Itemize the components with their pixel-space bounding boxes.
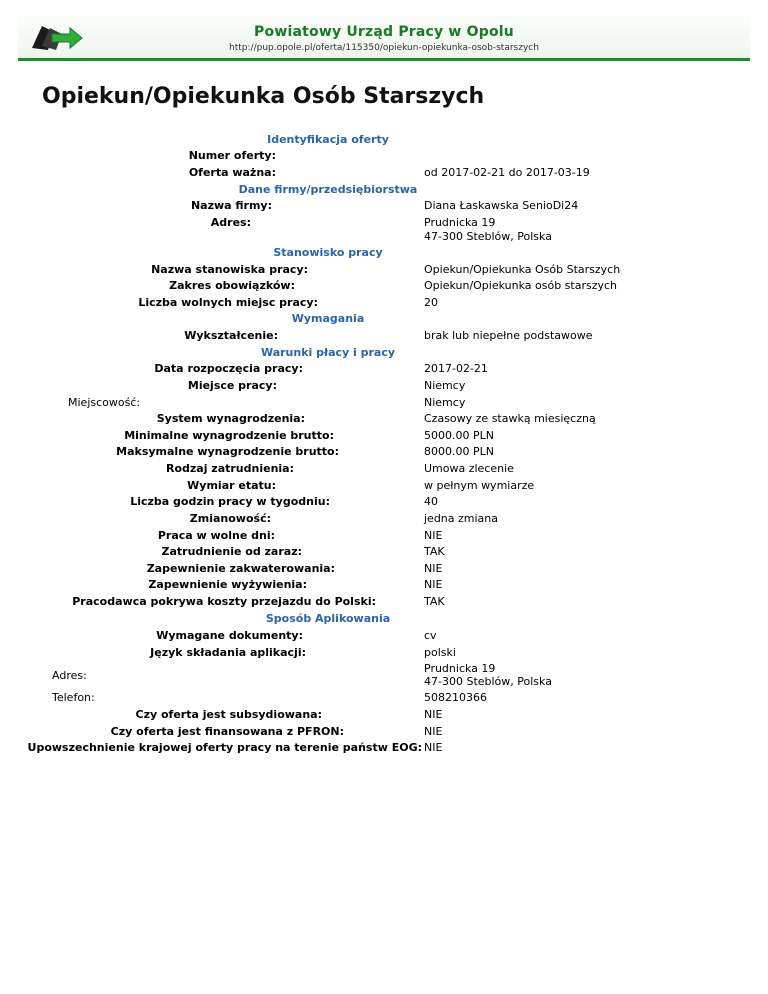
- value-koszty-przejazdu: TAK: [424, 595, 445, 608]
- value-nazwa-firmy: Diana Łaskawska SenioDi24: [424, 199, 579, 212]
- value-oferta-wazna: od 2017-02-21 do 2017-03-19: [424, 166, 590, 179]
- value-zakwaterowanie: NIE: [424, 562, 443, 575]
- label-wyksztalcenie: Wykształcenie:: [184, 329, 278, 342]
- value-zmianowosc: jedna zmiana: [424, 512, 499, 525]
- value-rodzaj-zatrudnienia: Umowa zlecenie: [424, 462, 514, 475]
- site-url[interactable]: http://pup.opole.pl/oferta/115350/opiekun-opiekunka-osob-starszych: [229, 43, 539, 53]
- label-liczba-miejsc: Liczba wolnych miejsc pracy:: [138, 296, 318, 309]
- value-data-rozpoczecia: 2017-02-21: [424, 362, 488, 375]
- site-header: [18, 16, 750, 61]
- label-min-wynagrodzenie: Minimalne wynagrodzenie brutto:: [124, 429, 334, 442]
- value-wyksztalcenie: brak lub niepełne podstawowe: [424, 329, 593, 342]
- label-zatrudnienie-od-zaraz: Zatrudnienie od zaraz:: [161, 545, 302, 558]
- label-numer-oferty: Numer oferty:: [188, 149, 276, 162]
- section-aplikowanie: Sposób Aplikowania: [265, 612, 391, 625]
- label-oferta-wazna: Oferta ważna:: [188, 166, 276, 179]
- label-nazwa-stanowiska: Nazwa stanowiska pracy:: [151, 263, 308, 276]
- page-title: Opiekun/Opiekunka Osób Starszych: [42, 84, 485, 109]
- label-adres-firmy: Adres:: [210, 216, 251, 229]
- value-wymiar-etatu: w pełnym wymiarze: [424, 479, 535, 492]
- label-subsydiowana: Czy oferta jest subsydiowana:: [135, 708, 322, 721]
- value-adres-aplikacji-line1: Prudnicka 19: [424, 662, 496, 675]
- label-pfron: Czy oferta jest finansowana z PFRON:: [110, 725, 344, 738]
- value-telefon: 508210366: [424, 691, 487, 704]
- label-zakwaterowanie: Zapewnienie zakwaterowania:: [146, 562, 335, 575]
- value-zatrudnienie-od-zaraz: TAK: [424, 545, 445, 558]
- value-min-wynagrodzenie: 5000.00 PLN: [424, 429, 494, 442]
- label-dokumenty: Wymagane dokumenty:: [156, 629, 303, 642]
- label-jezyk: Język składania aplikacji:: [150, 646, 306, 659]
- value-system-wynagrodzenia: Czasowy ze stawką miesięczną: [424, 412, 596, 425]
- value-praca-wolne-dni: NIE: [424, 529, 443, 542]
- label-max-wynagrodzenie: Maksymalne wynagrodzenie brutto:: [116, 445, 339, 458]
- value-miejscowosc: Niemcy: [424, 396, 466, 409]
- value-wyzywienie: NIE: [424, 578, 443, 591]
- value-adres-aplikacji-line2: 47-300 Steblów, Polska: [424, 675, 552, 688]
- value-miejsce-pracy: Niemcy: [424, 379, 466, 392]
- value-dokumenty: cv: [424, 629, 437, 642]
- value-jezyk: polski: [424, 646, 456, 659]
- label-zakres: Zakres obowiązków:: [169, 279, 295, 292]
- label-miejscowosc: Miejscowość:: [68, 396, 141, 409]
- label-adres-aplikacji: Adres:: [52, 669, 87, 682]
- label-miejsce-pracy: Miejsce pracy:: [187, 379, 277, 392]
- value-liczba-godzin: 40: [424, 495, 438, 508]
- label-wymiar-etatu: Wymiar etatu:: [187, 479, 276, 492]
- section-identyfikacja: Identyfikacja oferty: [267, 133, 389, 146]
- label-system-wynagrodzenia: System wynagrodzenia:: [156, 412, 305, 425]
- value-max-wynagrodzenie: 8000.00 PLN: [424, 445, 494, 458]
- label-koszty-przejazdu: Pracodawca pokrywa koszty przejazdu do Polski:: [72, 595, 376, 608]
- value-subsydiowana: NIE: [424, 708, 443, 721]
- label-wyzywienie: Zapewnienie wyżywienia:: [148, 578, 307, 591]
- section-warunki: Warunki płacy i pracy: [260, 346, 396, 359]
- value-nazwa-stanowiska: Opiekun/Opiekunka Osób Starszych: [424, 263, 621, 276]
- label-eog: Upowszechnienie krajowej oferty pracy na terenie państw EOG:: [27, 741, 422, 754]
- label-zmianowosc: Zmianowość:: [189, 512, 271, 525]
- section-wymagania: Wymagania: [291, 312, 365, 325]
- label-rodzaj-zatrudnienia: Rodzaj zatrudnienia:: [165, 462, 294, 475]
- label-data-rozpoczecia: Data rozpoczęcia pracy:: [154, 362, 303, 375]
- value-zakres: Opiekun/Opiekunka osób starszych: [424, 279, 618, 292]
- label-nazwa-firmy: Nazwa firmy:: [190, 199, 272, 212]
- section-dane-firmy: Dane firmy/przedsiębiorstwa: [238, 183, 418, 196]
- site-title: Powiatowy Urząd Pracy w Opolu: [254, 24, 514, 40]
- label-praca-wolne-dni: Praca w wolne dni:: [157, 529, 275, 542]
- section-stanowisko: Stanowisko pracy: [273, 246, 383, 259]
- value-pfron: NIE: [424, 725, 443, 738]
- label-telefon: Telefon:: [52, 691, 95, 704]
- label-liczba-godzin: Liczba godzin pracy w tygodniu:: [130, 495, 330, 508]
- value-eog: NIE: [424, 741, 443, 754]
- value-adres-firmy-line2: 47-300 Steblów, Polska: [424, 230, 552, 243]
- value-adres-firmy-line1: Prudnicka 19: [424, 216, 496, 229]
- value-liczba-miejsc: 20: [424, 296, 438, 309]
